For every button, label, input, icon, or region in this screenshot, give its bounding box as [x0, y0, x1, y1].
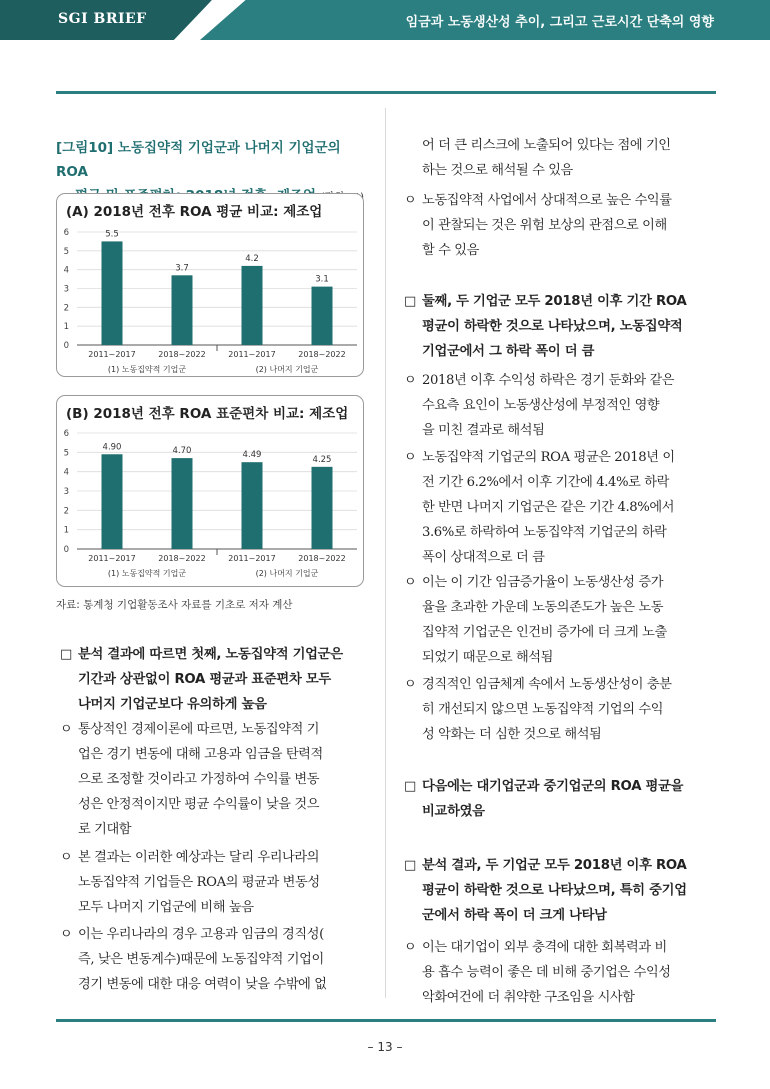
text-line: 성 악화는 더 심한 것으로 해석됨 — [422, 727, 602, 742]
text-line: 어 더 큰 리스크에 노출되어 있다는 점에 기인 — [422, 138, 671, 153]
square-bullet-icon: □ — [404, 294, 416, 309]
bar-value-label: 4.2 — [245, 253, 259, 264]
bullet-text — [422, 935, 671, 1010]
y-tick-label: 1 — [63, 525, 69, 536]
circle-bullet-icon: ㅇ — [404, 677, 417, 692]
text-line: 이는 대기업이 외부 충격에 대한 회복력과 비 — [422, 940, 667, 955]
y-tick-label: 4 — [63, 265, 69, 276]
bar — [172, 458, 193, 549]
bar — [242, 266, 263, 345]
y-tick-label: 3 — [63, 284, 69, 295]
bullet-text — [422, 672, 672, 747]
bar — [242, 462, 263, 549]
text-line: 하는 것으로 해석될 수 있음 — [422, 163, 573, 178]
text-line: 이는 우리나라의 경우 고용과 임금의 경직성( — [78, 927, 324, 942]
text-line: 폭이 상대적으로 더 큼 — [422, 550, 545, 565]
square-bullet-icon: □ — [60, 647, 72, 662]
bar-value-label: 4.25 — [312, 454, 332, 465]
document-title: 임금과 노동생산성 추이, 그리고 근로시간 단축의 영향 — [405, 15, 714, 30]
group-label: (1) 노동집약적 기업군 — [107, 569, 187, 578]
text-line: 경기 변동에 대한 대응 여력이 낮을 수밖에 없 — [78, 977, 327, 992]
circle-bullet-icon: ㅇ — [404, 940, 417, 955]
bar — [172, 275, 193, 345]
chart-b-svg — [57, 396, 365, 588]
chart-plot — [64, 228, 357, 374]
bar-value-label: 4.90 — [102, 442, 122, 453]
y-tick-label: 4 — [63, 467, 69, 478]
x-tick-label: 2011~2017 — [228, 554, 276, 563]
bar-value-label: 4.49 — [242, 450, 262, 461]
figure-source: 자료: 통계청 기업활동조사 자료를 기초로 저자 계산 — [56, 599, 293, 611]
circle-bullet-icon: ㅇ — [404, 373, 417, 388]
y-tick-label: 0 — [63, 545, 69, 555]
text-line: 할 수 있음 — [422, 243, 479, 258]
y-tick-label: 1 — [63, 322, 69, 333]
text-line: 다음에는 대기업군과 중기업군의 ROA 평균을 — [422, 779, 684, 794]
text-line: 3.6%로 하락하여 노동집약적 기업군의 하락 — [422, 525, 667, 540]
text-line: 이는 이 기간 임금증가율이 노동생산성 증가 — [422, 575, 664, 590]
text-line: 성은 안정적이지만 평균 수익률이 낮을 것으 — [78, 797, 320, 812]
text-line: 평균이 하락한 것으로 나타났으며, 노동집약적 — [422, 319, 683, 334]
text-line: 2018년 이후 수익성 하락은 경기 둔화와 같은 — [422, 373, 675, 388]
bar-value-label: 3.1 — [315, 274, 329, 285]
bullet-text — [422, 570, 667, 670]
circle-bullet-icon: ㅇ — [404, 193, 417, 208]
text-line: 악화여건에 더 취약한 구조임을 시사함 — [422, 990, 635, 1005]
y-tick-label: 2 — [63, 303, 69, 314]
column-divider — [385, 108, 386, 998]
bar — [312, 467, 333, 549]
bullet-text — [422, 445, 675, 570]
text-line: 로 기대함 — [78, 822, 132, 837]
text-line: 통상적인 경제이론에 따르면, 노동집약적 기 — [78, 722, 320, 737]
x-tick-label: 2011~2017 — [228, 350, 276, 359]
bullet-text — [422, 133, 671, 183]
bar — [102, 241, 123, 345]
text-line: 군에서 하락 폭이 더 크게 나타남 — [422, 908, 607, 923]
text-line: 본 결과는 이러한 예상과는 달리 우리나라의 — [78, 850, 320, 865]
text-line: 전 기간 6.2%에서 이후 기간에 4.4%로 하락 — [422, 475, 669, 490]
text-line: 율을 초과한 가운데 노동의존도가 높은 노동 — [422, 600, 664, 615]
y-tick-label: 0 — [63, 341, 69, 351]
text-line: 분석 결과에 따르면 첫째, 노동집약적 기업군은 — [78, 647, 343, 662]
bar — [102, 454, 123, 549]
text-line: 노동집약적 기업군의 ROA 평균은 2018년 이 — [422, 450, 675, 465]
chart-plot — [64, 429, 357, 578]
text-line: 집약적 기업군은 인건비 증가에 더 크게 노출 — [422, 625, 667, 640]
chart-a-svg — [57, 194, 365, 378]
text-line: 노동집약적 사업에서 상대적으로 높은 수익률 — [422, 193, 672, 208]
y-tick-label: 2 — [63, 506, 69, 517]
text-line: 업은 경기 변동에 대해 고용과 임금을 탄력적 — [78, 747, 323, 762]
section-text — [78, 642, 343, 717]
x-tick-label: 2018~2022 — [158, 350, 206, 359]
chart-b-title: (B) 2018년 전후 ROA 표준편차 비교: 제조업 — [66, 406, 349, 422]
bar-value-label: 3.7 — [175, 263, 189, 274]
circle-bullet-icon: ㅇ — [404, 450, 417, 465]
circle-bullet-icon: ㅇ — [60, 722, 73, 737]
circle-bullet-icon: ㅇ — [60, 927, 73, 942]
text-line: 을 미친 결과로 해석됨 — [422, 423, 545, 438]
text-line: 수요측 요인이 노동생산성에 부정적인 영향 — [422, 398, 660, 413]
text-line: 모두 나머지 기업군에 비해 높음 — [78, 900, 254, 915]
page-header — [0, 0, 770, 40]
bullet-text — [78, 922, 327, 997]
text-line: 노동집약적 기업들은 ROA의 평균과 변동성 — [78, 875, 320, 890]
text-line: 기업군에서 그 하락 폭이 더 큼 — [422, 344, 595, 359]
figure-caption-line1: [그림10] 노동집약적 기업군과 나머지 기업군의 ROA — [56, 140, 341, 180]
bullet-text — [78, 717, 323, 842]
y-tick-label: 6 — [63, 429, 69, 439]
y-tick-label: 5 — [63, 448, 69, 459]
group-label: (1) 노동집약적 기업군 — [107, 365, 187, 374]
brand-name: SGI BRIEF — [58, 11, 147, 27]
text-line: 기간과 상관없이 ROA 평균과 표준편차 모두 — [78, 672, 331, 687]
x-tick-label: 2018~2022 — [298, 350, 346, 359]
bullet-text — [422, 188, 672, 263]
text-line: 한 반면 나머지 기업군은 같은 기간 4.8%에서 — [422, 500, 675, 515]
text-line: 되었기 때문으로 해석됨 — [422, 650, 553, 665]
x-tick-label: 2011~2017 — [88, 554, 136, 563]
chart-a — [56, 193, 364, 377]
circle-bullet-icon: ㅇ — [404, 575, 417, 590]
text-line: 나머지 기업군보다 유의하게 높음 — [78, 697, 267, 712]
text-line: 이 관찰되는 것은 위험 보상의 관점으로 이해 — [422, 218, 667, 233]
y-tick-label: 5 — [63, 246, 69, 257]
footer-rule — [56, 1019, 716, 1022]
bullet-text — [422, 368, 674, 443]
page-number: – 13 – — [367, 1040, 403, 1054]
text-line: 경직적인 임금체계 속에서 노동생산성이 충분 — [422, 677, 672, 692]
text-line: 즉, 낮은 변동계수)때문에 노동집약적 기업이 — [78, 952, 324, 967]
chart-a-title: (A) 2018년 전후 ROA 평균 비교: 제조업 — [66, 204, 323, 220]
text-line: 히 개선되지 않으면 노동집약적 기업의 수익 — [422, 702, 664, 717]
section-text — [422, 774, 683, 824]
bar-value-label: 5.5 — [105, 229, 119, 240]
x-tick-label: 2018~2022 — [158, 554, 206, 563]
section-text — [422, 853, 687, 928]
square-bullet-icon: □ — [404, 858, 416, 873]
x-tick-label: 2011~2017 — [88, 350, 136, 359]
text-line: 둘째, 두 기업군 모두 2018년 이후 기간 ROA — [422, 294, 687, 309]
chart-b — [56, 395, 364, 587]
circle-bullet-icon: ㅇ — [60, 850, 73, 865]
bar — [312, 287, 333, 345]
text-line: 분석 결과, 두 기업군 모두 2018년 이후 ROA — [422, 858, 687, 873]
y-tick-label: 6 — [63, 228, 69, 238]
text-line: 평균이 하락한 것으로 나타났으며, 특히 중기업 — [422, 883, 687, 898]
square-bullet-icon: □ — [404, 779, 416, 794]
section-text — [422, 289, 687, 364]
y-tick-label: 3 — [63, 487, 69, 497]
group-label: (2) 나머지 기업군 — [255, 365, 319, 374]
text-line: 용 흡수 능력이 좋은 데 비해 중기업은 수익성 — [422, 965, 671, 980]
bullet-text — [78, 845, 320, 920]
text-line: 비교하였음 — [422, 804, 485, 819]
bar-value-label: 4.70 — [172, 446, 192, 457]
header-rule — [56, 91, 716, 94]
text-line: 으로 조정할 것이라고 가정하여 수익률 변동 — [78, 772, 320, 787]
group-label: (2) 나머지 기업군 — [255, 569, 319, 578]
x-tick-label: 2018~2022 — [298, 554, 346, 563]
